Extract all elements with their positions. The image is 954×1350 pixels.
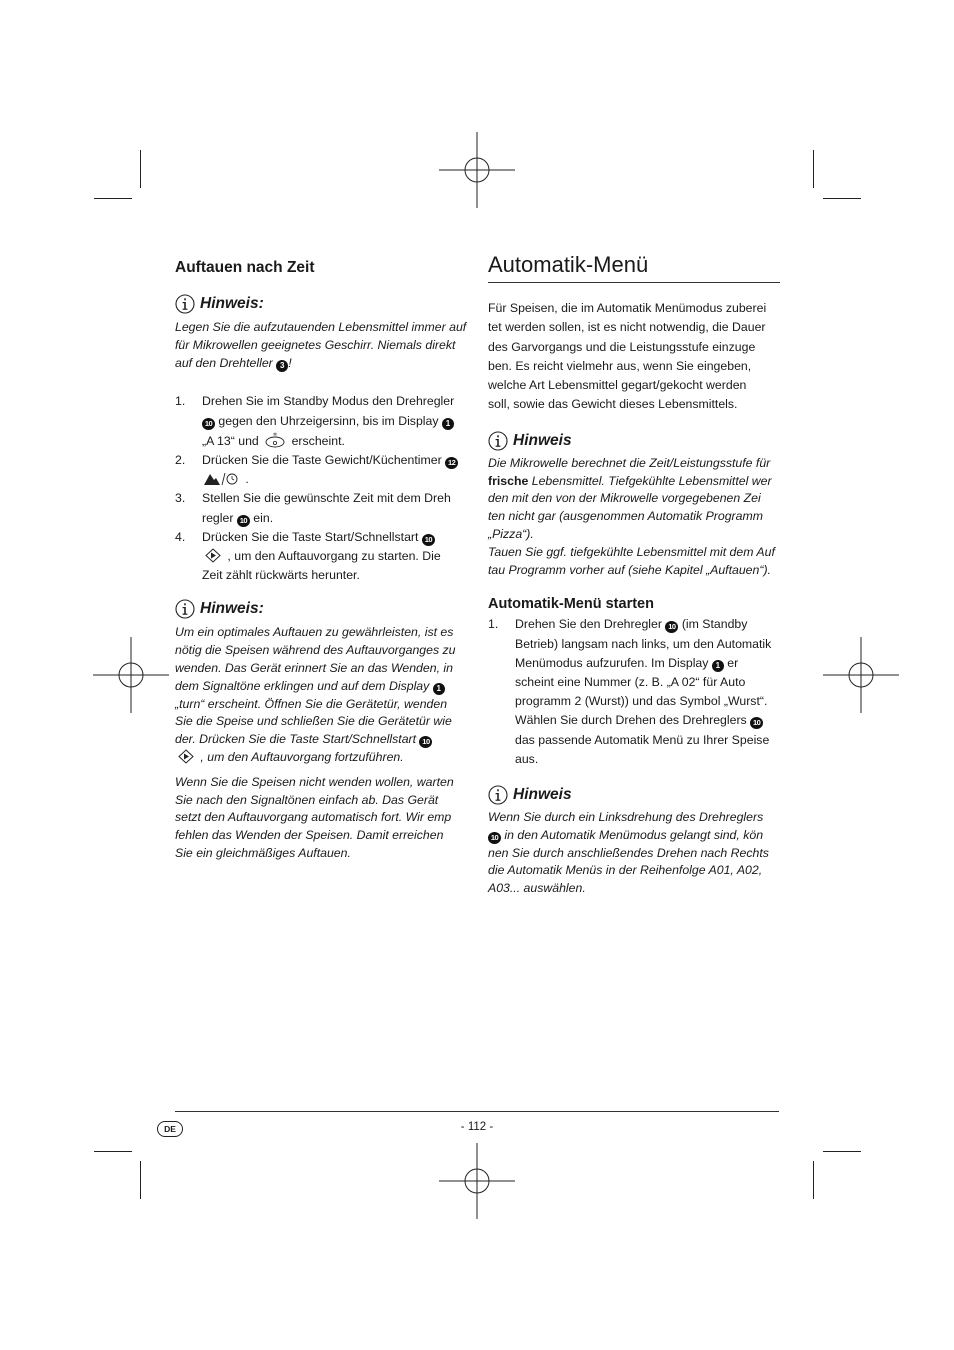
ref-number-badge: 1 bbox=[433, 683, 445, 695]
steps-list bbox=[488, 615, 780, 769]
note-paragraph bbox=[175, 774, 467, 863]
step-line bbox=[202, 470, 458, 489]
step-line-text: erscheint. bbox=[291, 433, 345, 448]
language-badge: DE bbox=[157, 1121, 183, 1137]
note-line: die Automatik Menüs in der Reihenfolge A01, A02, bbox=[488, 863, 763, 878]
start-button-icon bbox=[175, 749, 197, 764]
section-title-automatik-menu: Automatik-Menü bbox=[488, 250, 780, 283]
right-column bbox=[488, 250, 780, 898]
note-line: fehlen das Wenden der Speisen. Damit erreichen bbox=[175, 828, 444, 843]
ref-number-badge: 10 bbox=[750, 717, 763, 729]
hinweis-label: Hinweis: bbox=[200, 600, 264, 618]
hinweis-label: Hinweis: bbox=[200, 295, 264, 312]
ref-number-badge: 10 bbox=[488, 832, 501, 844]
step-number: 2. bbox=[175, 453, 186, 467]
step-number: 1. bbox=[488, 617, 499, 632]
registration-mark bbox=[93, 637, 169, 713]
section-title-auftauen: Auftauen nach Zeit bbox=[175, 259, 315, 276]
step-line: scheint eine Nummer (z. B. „A 02“ für Auto bbox=[515, 674, 746, 689]
step-line-text: „A 13“ und bbox=[202, 433, 259, 448]
info-icon bbox=[175, 294, 195, 314]
ref-number-badge: 12 bbox=[445, 457, 458, 469]
note-line: Sie nach den Signaltönen einfach ab. Das Gerät bbox=[175, 792, 439, 807]
step-line: Betrieb) langsam nach links, um den Automatik bbox=[515, 636, 772, 651]
step-line-text: Drücken Sie die Taste Start/Schnellstart bbox=[202, 529, 419, 544]
note-line: für Mikrowellen geeignetes Geschirr. Niemals direkt bbox=[175, 337, 456, 352]
note-line: Die Mikrowelle berechnet die Zeit/Leistungsstufe für bbox=[488, 455, 771, 470]
step-line: Stellen Sie die gewünschte Zeit mit dem Dreh bbox=[202, 491, 451, 506]
step-line: aus. bbox=[515, 751, 539, 766]
note-text bbox=[488, 809, 780, 898]
note-line: „Pizza“). bbox=[488, 526, 534, 541]
weight-timer-icon bbox=[202, 471, 242, 486]
step-line: programm 2 (Wurst)) und das Symbol „Wurst“. bbox=[515, 694, 768, 709]
text-line: welche Art Lebensmittel gegart/gekocht werden bbox=[488, 378, 747, 393]
step-line-text: er bbox=[727, 655, 739, 670]
hinweis-label: Hinweis bbox=[513, 431, 572, 449]
note-line-text: dem Signaltöne erklingen und auf dem Display bbox=[175, 678, 430, 693]
step-line bbox=[202, 451, 458, 470]
ref-number-badge: 10 bbox=[237, 515, 250, 527]
start-button-icon bbox=[202, 548, 224, 563]
crop-mark bbox=[94, 1151, 132, 1152]
step-line bbox=[202, 412, 454, 431]
step-line-text: ein. bbox=[253, 510, 274, 525]
list-item bbox=[175, 451, 467, 489]
note-line bbox=[488, 827, 780, 845]
step-line-text: (im Standby bbox=[681, 617, 748, 632]
steps-list bbox=[175, 392, 467, 585]
step-line-text: Drücken Sie die Taste Gewicht/Küchentimer bbox=[202, 453, 442, 467]
step-line-text: gegen den Uhrzeigersinn, bis im Display bbox=[218, 413, 439, 428]
bold-word: frische bbox=[488, 473, 529, 488]
note-line: nen Sie durch anschließendes Drehen nach Rechts bbox=[488, 845, 769, 860]
list-item bbox=[175, 528, 467, 586]
ref-number-badge: 3 bbox=[276, 360, 288, 372]
registration-mark bbox=[439, 132, 515, 208]
ref-number-badge: 10 bbox=[665, 621, 678, 633]
crop-mark bbox=[813, 1161, 814, 1199]
text-line: ben. Es reicht vielmehr aus, wenn Sie eingeben, bbox=[488, 358, 752, 373]
note-line: nötig die Speisen während des Auftauvorganges zu bbox=[175, 643, 456, 658]
note-line: Legen Sie die aufzutauenden Lebensmittel immer auf bbox=[175, 320, 467, 334]
step-line bbox=[202, 431, 454, 451]
step-line bbox=[515, 654, 771, 673]
step-line-text: Menümodus aufzurufen. Im Display bbox=[515, 655, 709, 670]
note-line: „turn“ erscheint. Öffnen Sie die Gerätetür, wenden bbox=[175, 696, 448, 711]
crop-mark bbox=[140, 150, 141, 188]
crop-mark bbox=[140, 1161, 141, 1199]
note-line: ten nicht gar (ausgenommen Automatik Programm bbox=[488, 509, 763, 524]
step-line-text: Wählen Sie durch Drehen des Drehreglers bbox=[515, 713, 747, 728]
registration-mark bbox=[823, 637, 899, 713]
crop-mark bbox=[823, 1151, 861, 1152]
step-line: Zeit zählt rückwärts herunter. bbox=[202, 568, 360, 583]
list-item bbox=[175, 392, 467, 451]
info-icon bbox=[488, 785, 508, 805]
svg-text:✲: ✲ bbox=[273, 431, 278, 438]
subsection-title: Automatik-Menü starten bbox=[488, 596, 654, 613]
step-line-text: regler bbox=[202, 510, 234, 525]
info-icon bbox=[488, 431, 508, 451]
step-number: 3. bbox=[175, 491, 186, 506]
text-line: tet werden sollen, ist es nicht notwendig, die Dauer bbox=[488, 320, 766, 335]
text-line: des Garvorgangs und die Leistungsstufe einzuge bbox=[488, 339, 756, 354]
intro-paragraph bbox=[488, 299, 780, 415]
note-line bbox=[488, 473, 780, 491]
note-line-text: der. Drücken Sie die Taste Start/Schnellstart bbox=[175, 732, 417, 747]
note-line bbox=[175, 678, 467, 696]
hinweis-heading bbox=[488, 431, 780, 451]
note-line: setzt den Auftauvorgang automatisch fort. Wir emp bbox=[175, 810, 452, 825]
note-line-text: ! bbox=[288, 355, 292, 370]
step-line bbox=[515, 615, 771, 634]
step-line bbox=[202, 547, 441, 566]
left-column bbox=[175, 250, 467, 863]
ref-number-badge: 10 bbox=[422, 534, 435, 546]
crop-mark bbox=[813, 150, 814, 188]
ref-number-badge: 1 bbox=[712, 660, 724, 672]
note-line: Um ein optimales Auftauen zu gewährleisten, ist es bbox=[175, 625, 454, 640]
note-line-text: Lebensmittel. Tiefgekühlte Lebensmittel wer bbox=[528, 473, 772, 488]
step-line-text: . bbox=[245, 472, 249, 487]
crop-mark bbox=[94, 198, 132, 199]
hinweis-heading bbox=[175, 599, 467, 619]
note-line: Sie ein gleichmäßiges Auftauen. bbox=[175, 845, 351, 860]
step-number: 4. bbox=[175, 529, 186, 544]
note-text bbox=[488, 455, 780, 580]
list-item bbox=[488, 615, 780, 769]
hinweis-heading bbox=[488, 785, 780, 805]
note-line bbox=[175, 355, 467, 373]
note-line: tau Programm vorher auf (siehe Kapitel „Auftauen“). bbox=[488, 562, 771, 577]
ref-number-badge: 1 bbox=[442, 418, 454, 430]
hinweis-label: Hinweis bbox=[513, 785, 572, 803]
step-line bbox=[515, 711, 771, 730]
step-line: Drehen Sie im Standby Modus den Drehregler bbox=[202, 394, 455, 409]
step-number: 1. bbox=[175, 394, 186, 409]
note-line-text: , um den Auftauvorgang fortzuführen. bbox=[200, 750, 404, 764]
hinweis-heading bbox=[175, 294, 467, 314]
note-line: Sie die Speise und schließen Sie die Gerätetür wie bbox=[175, 714, 452, 729]
defrost-symbol-icon bbox=[262, 431, 288, 448]
note-line: den mit den von der Mikrowelle vorgegebenen Zei bbox=[488, 491, 761, 506]
footer-divider bbox=[175, 1111, 779, 1112]
ref-number-badge: 10 bbox=[419, 736, 432, 748]
note-line-text: in den Automatik Menümodus gelangt sind, kön bbox=[501, 827, 764, 842]
note-line: Wenn Sie durch ein Linksdrehung des Drehreglers bbox=[488, 809, 764, 824]
note-line: A03... auswählen. bbox=[488, 881, 586, 896]
step-line-text: Drehen Sie den Drehregler bbox=[515, 617, 662, 632]
step-line bbox=[202, 509, 451, 528]
note-text bbox=[175, 624, 467, 766]
registration-mark bbox=[439, 1143, 515, 1219]
note-text bbox=[175, 319, 467, 372]
note-line-text: auf den Drehteller bbox=[175, 355, 273, 370]
note-line bbox=[175, 731, 467, 749]
info-icon bbox=[175, 599, 195, 619]
crop-mark bbox=[823, 198, 861, 199]
ref-number-badge: 10 bbox=[202, 418, 215, 430]
note-line: Wenn Sie die Speisen nicht wenden wollen, warten bbox=[175, 774, 454, 789]
note-line bbox=[175, 749, 467, 767]
note-line: wenden. Das Gerät erinnert Sie an das Wenden, in bbox=[175, 661, 453, 676]
step-line-text: , um den Auftauvorgang zu starten. Die bbox=[227, 549, 441, 564]
text-line: Für Speisen, die im Automatik Menümodus zuberei bbox=[488, 301, 767, 315]
step-line bbox=[202, 528, 441, 547]
note-line: Tauen Sie ggf. tiefgekühlte Lebensmittel mit dem Auf bbox=[488, 544, 775, 559]
page-number: - 112 - bbox=[460, 1121, 494, 1133]
text-line: soll, sowie das Gewicht dieses Lebensmittels. bbox=[488, 397, 738, 412]
list-item bbox=[175, 489, 467, 527]
step-line: das passende Automatik Menü zu Ihrer Speise bbox=[515, 732, 770, 747]
